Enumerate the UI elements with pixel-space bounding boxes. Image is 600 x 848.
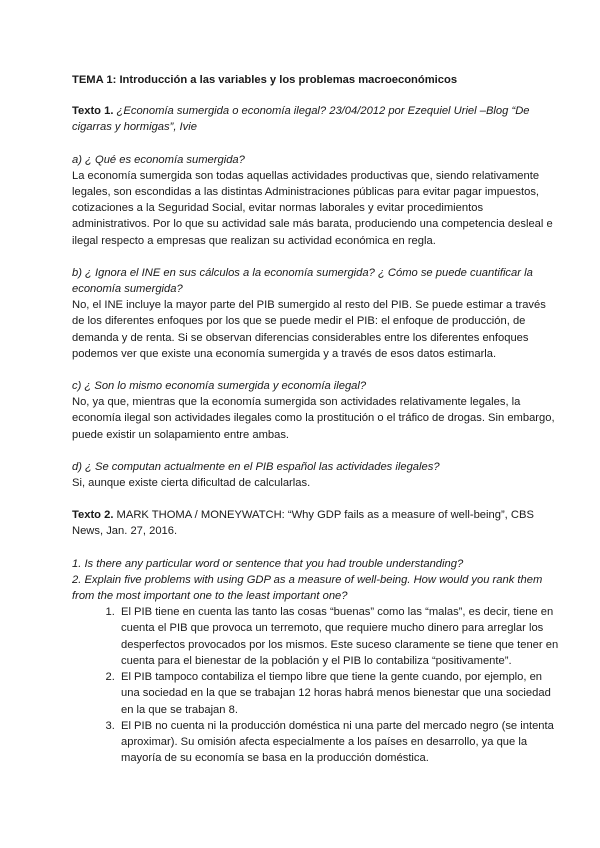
answer-b: No, el INE incluye la mayor parte del PIB sumergido al resto del PIB. Se puede estimar a través de los diferentes enfoques por los que se puede medir el PIB: el enfoque de producción, de demanda y de renta. Si se observan diferencias considerables entre los diferentes enfoques podemos ver que existe una economía sumergida y a través de esos datos estimarla. — [72, 299, 546, 360]
document-title: TEMA 1: Introducción a las variables y los problemas macroeconómicos — [72, 74, 458, 86]
problems-list — [72, 604, 560, 766]
texto-1-reference: ¿Economía sumergida o economía ilegal? 23/04/2012 por Ezequiel Uriel –Blog “De cigarras y hormigas”, Ivie — [72, 105, 530, 134]
question-a: a) ¿ Qué es economía sumergida? — [72, 153, 245, 166]
question-c: c) ¿ Son lo mismo economía sumergida y economía ilegal? — [72, 380, 367, 393]
list-item: 2. El PIB tampoco contabiliza el tiempo libre que tiene la gente cuando, por ejemplo, en una sociedad en la que se trabajan 12 horas habrá menos bienestar que una sociedad en la que se trabajan 8. — [118, 669, 560, 718]
question-d: d) ¿ Se computan actualmente en el PIB español las actividades ilegales? — [72, 460, 440, 473]
english-question-1: 1. Is there any particular word or sentence that you had trouble understanding? — [72, 557, 464, 570]
english-question-2: 2. Explain five problems with using GDP as a measure of well-being. How would you rank them from the most important one to the least important one? — [72, 573, 543, 603]
texto-1-heading — [72, 103, 560, 135]
list-item: 1. El PIB tiene en cuenta las tanto las cosas “buenas” como las “malas”, es decir, tiene en cuenta el PIB que provoca un terremoto, que requiere mucho dinero para arreglar los desperfectos provocados por los mismos. Este suceso claramente se tiene que tener en cuenta para el bienestar de la población y el PIB lo contabiliza “positivamente”. — [118, 604, 560, 669]
list-item: 3. El PIB no cuenta ni la producción doméstica ni una parte del mercado negro (se intenta aproximar). Su omisión afecta especialmente a los países en desarrollo, ya que la mayoría de su economía se basa en la producción doméstica. — [118, 718, 560, 767]
texto-2-reference: MARK THOMA / MONEYWATCH: “Why GDP fails as a measure of well-being”, CBS News, Jan. 27, 2016. — [72, 509, 534, 538]
question-b: b) ¿ Ignora el INE en sus cálculos a la economía sumergida? ¿ Cómo se puede cuantificar la economía sumergida? — [72, 266, 533, 296]
texto-2-label: Texto 2. — [72, 509, 114, 522]
answer-d: Si, aunque existe cierta dificultad de calcularlas. — [72, 477, 311, 490]
texto-2-heading — [72, 507, 560, 539]
texto-1-label: Texto 1. — [72, 105, 114, 118]
answer-a: La economía sumergida son todas aquellas actividades productivas que, siendo relativamente legales, son escondidas a las distintas Administraciones públicas para evitar pagar impuestos, cotizaciones a la Seguridad Social, evitar normas laborales y evitar procedimientos administrativos. Por lo que su actividad sale más barata, produciendo una competencia desleal e ilegal respecto a empresas que realizan su actividad económica en regla. — [72, 169, 553, 247]
answer-c: No, ya que, mientras que la economía sumergida son actividades relativamente legales, la economía ilegal son actividades ilegales como la prostitución o el tráfico de drogas. Sin embargo, puede existir un solapamiento entre ambas. — [72, 396, 555, 441]
